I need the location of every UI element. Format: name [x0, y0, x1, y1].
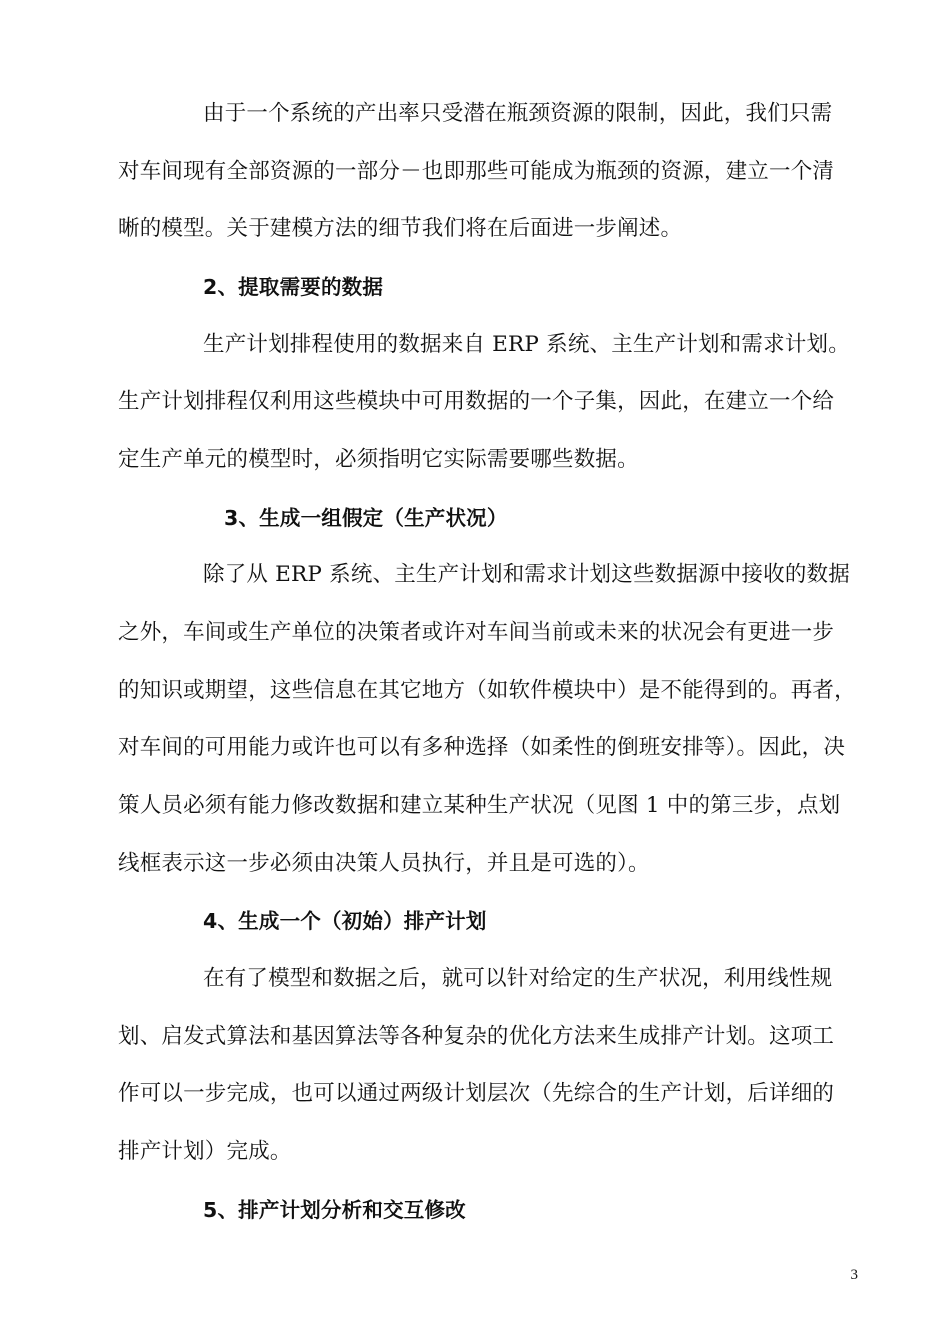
paragraph-3-line-5: 策人员必须有能力修改数据和建立某种生产状况（见图 1 中的第三步，点划 [118, 793, 841, 818]
section-heading-5: 5、排产计划分析和交互修改 [203, 1198, 466, 1222]
paragraph-4-line-2: 划、启发式算法和基因算法等各种复杂的优化方法来生成排产计划。这项工 [118, 1024, 835, 1049]
paragraph-1-line-1: 由于一个系统的产出率只受潜在瓶颈资源的限制，因此，我们只需 [203, 101, 833, 126]
paragraph-3-line-3: 的知识或期望，这些信息在其它地方（如软件模块中）是不能得到的。再者， [118, 678, 856, 703]
paragraph-2-line-2: 生产计划排程仅利用这些模块中可用数据的一个子集，因此，在建立一个给 [118, 389, 835, 414]
paragraph-3-line-1: 除了从 ERP 系统、主生产计划和需求计划这些数据源中接收的数据 [203, 562, 850, 587]
paragraph-2-line-3: 定生产单元的模型时，必须指明它实际需要哪些数据。 [118, 447, 639, 472]
paragraph-4-line-4: 排产计划）完成。 [118, 1139, 292, 1164]
paragraph-3-line-2: 之外，车间或生产单位的决策者或许对车间当前或未来的状况会有更进一步 [118, 620, 835, 645]
paragraph-3-line-4: 对车间的可用能力或许也可以有多种选择（如柔性的倒班安排等）。因此，决 [118, 735, 846, 760]
paragraph-1-line-2: 对车间现有全部资源的一部分－也即那些可能成为瓶颈的资源，建立一个清 [118, 159, 835, 184]
section-heading-4: 4、生成一个（初始）排产计划 [203, 909, 487, 933]
paragraph-2-line-1: 生产计划排程使用的数据来自 ERP 系统、主生产计划和需求计划。 [203, 332, 850, 357]
paragraph-4-line-1: 在有了模型和数据之后，就可以针对给定的生产状况，利用线性规 [203, 966, 833, 991]
paragraph-1-line-3: 晰的模型。关于建模方法的细节我们将在后面进一步阐述。 [118, 216, 683, 241]
section-heading-3: 3、生成一组假定（生产状况） [224, 506, 508, 530]
page-number: 3 [850, 1267, 858, 1283]
paragraph-3-line-6: 线框表示这一步必须由决策人员执行，并且是可选的）。 [118, 851, 650, 876]
section-heading-2: 2、提取需要的数据 [203, 275, 384, 299]
paragraph-4-line-3: 作可以一步完成，也可以通过两级计划层次（先综合的生产计划，后详细的 [118, 1081, 835, 1106]
